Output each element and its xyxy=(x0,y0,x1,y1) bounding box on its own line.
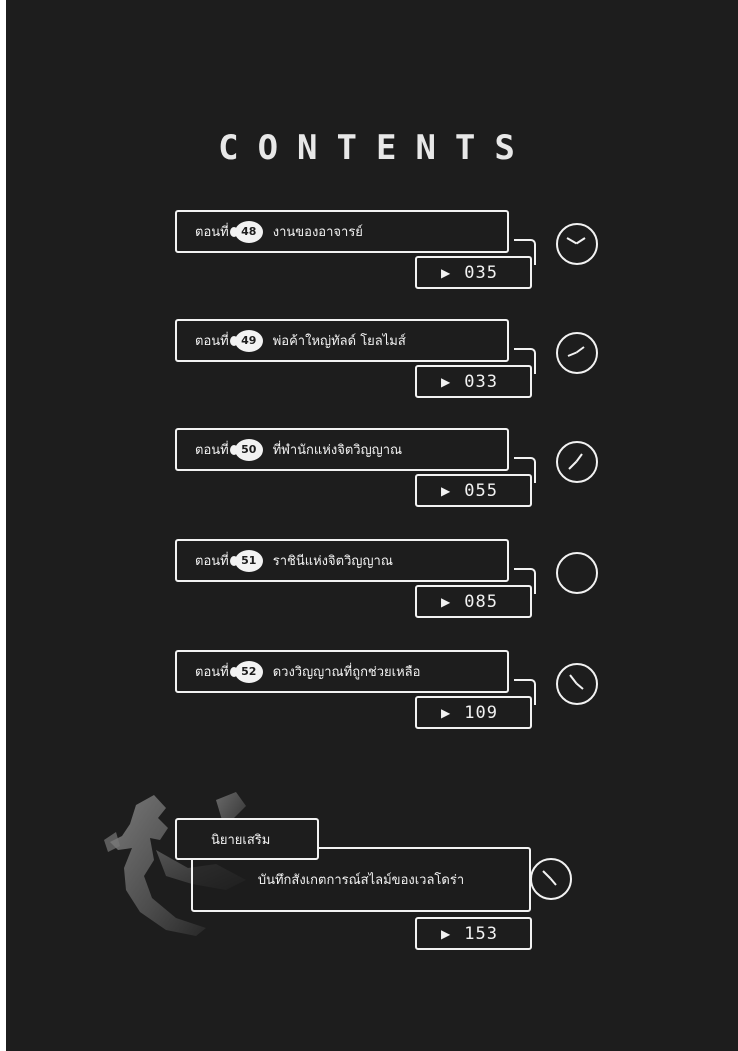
chapter-number-badge: 49 xyxy=(235,330,263,352)
chapter-title: ที่พำนักแห่งจิตวิญญาณ xyxy=(272,443,403,458)
chapter-entry-51[interactable] xyxy=(6,539,738,629)
chapter-title-box[interactable] xyxy=(175,650,509,693)
chapter-number-badge: 50 xyxy=(235,439,263,461)
extra-story-title: บันทึกสังเกตการณ์สไลม์ของเวลโดร่า xyxy=(257,873,465,888)
page-number-box[interactable] xyxy=(415,365,532,398)
chapter-prefix: ตอนที่ xyxy=(195,225,229,240)
chapter-title: ดวงวิญญาณที่ถูกช่วยเหลือ xyxy=(272,665,421,680)
chapter-prefix: ตอนที่ xyxy=(195,334,229,349)
page-number-box[interactable] xyxy=(415,696,532,729)
page-number: 035 xyxy=(464,262,498,283)
page-number: 033 xyxy=(464,371,498,392)
clock-icon xyxy=(556,552,598,594)
page-title: CONTENTS xyxy=(218,128,534,168)
page-number: 055 xyxy=(464,480,498,501)
chapter-entry-52[interactable] xyxy=(6,650,738,740)
play-arrow-icon: ▶ xyxy=(441,374,451,389)
chapter-title-box[interactable] xyxy=(175,210,509,253)
chapter-title: ราชินีแห่งจิตวิญญาณ xyxy=(272,554,393,569)
chapter-title: งานของอาจารย์ xyxy=(272,225,363,240)
play-arrow-icon: ▶ xyxy=(441,594,451,609)
play-arrow-icon: ▶ xyxy=(441,265,451,280)
clock-icon xyxy=(556,663,598,705)
clock-icon xyxy=(556,441,598,483)
chapter-entry-48[interactable] xyxy=(6,210,738,300)
page-number-box[interactable] xyxy=(415,585,532,618)
chapter-number-badge: 52 xyxy=(235,661,263,683)
chapter-title-box[interactable] xyxy=(175,428,509,471)
chapter-title: พ่อค้าใหญ่ทัลด์ โยลไมส์ xyxy=(272,334,406,349)
chapter-number-badge: 48 xyxy=(235,221,263,243)
clock-icon xyxy=(530,858,572,900)
page-number: 085 xyxy=(464,591,498,612)
page-number: 153 xyxy=(464,923,498,944)
page-number: 109 xyxy=(464,702,498,723)
chapter-entry-50[interactable] xyxy=(6,428,738,518)
contents-page xyxy=(6,0,738,1051)
page-number-box[interactable] xyxy=(415,474,532,507)
chapter-prefix: ตอนที่ xyxy=(195,443,229,458)
chapter-title-box[interactable] xyxy=(175,319,509,362)
play-arrow-icon: ▶ xyxy=(441,483,451,498)
chapter-prefix: ตอนที่ xyxy=(195,554,229,569)
chapter-prefix: ตอนที่ xyxy=(195,665,229,680)
chapter-entry-49[interactable] xyxy=(6,319,738,409)
extra-page-number-box[interactable] xyxy=(415,917,532,950)
play-arrow-icon: ▶ xyxy=(441,705,451,720)
clock-icon xyxy=(556,223,598,265)
clock-icon xyxy=(556,332,598,374)
page-number-box[interactable] xyxy=(415,256,532,289)
chapter-number-badge: 51 xyxy=(235,550,263,572)
extra-story-label[interactable]: นิยายเสริม xyxy=(175,818,319,860)
play-arrow-icon: ▶ xyxy=(441,926,451,941)
chapter-title-box[interactable] xyxy=(175,539,509,582)
